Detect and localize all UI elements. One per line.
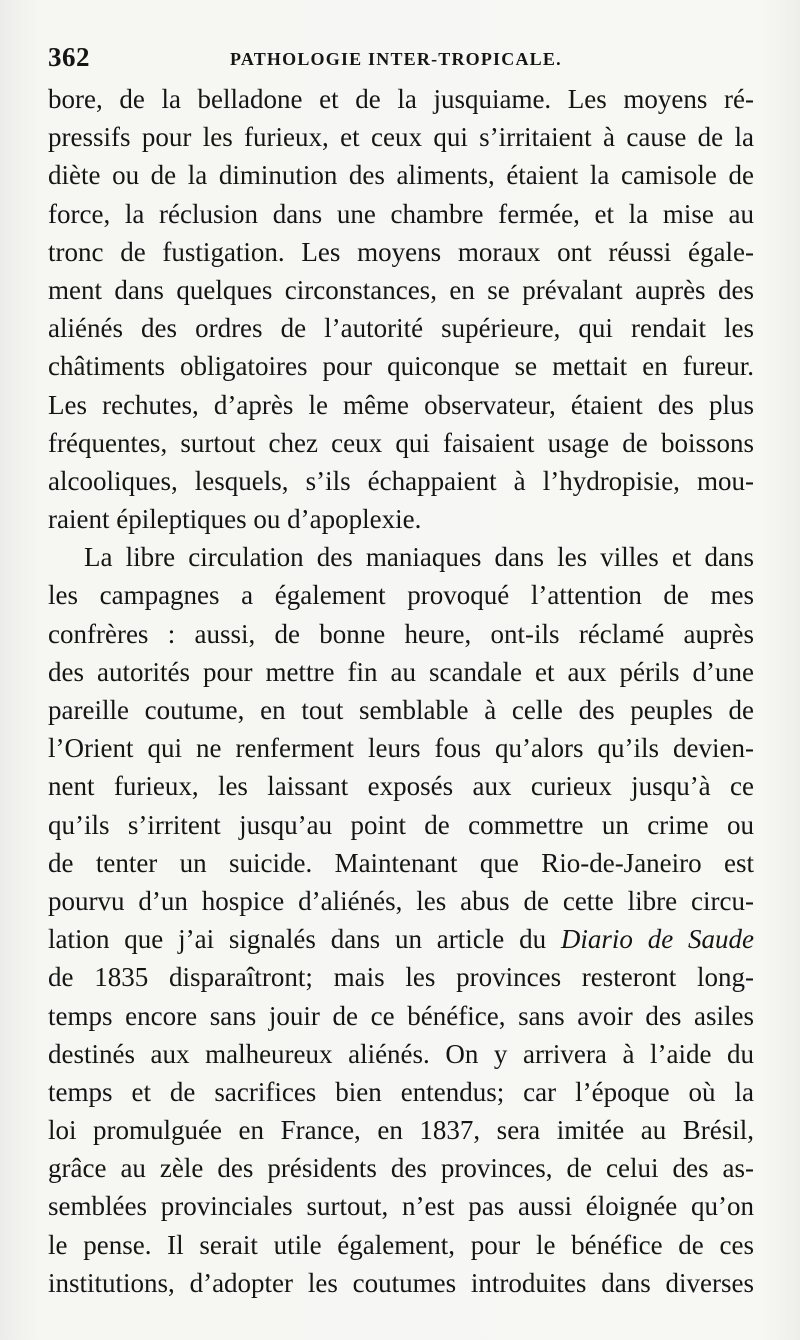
text-line: le pense. Il serait utile également, pour le bénéfice de ces [48,1229,754,1260]
text-line: force, la réclusion dans une chambre fermée, et la mise au [48,198,754,229]
text-line: les campagnes a également provoqué l’attention de mes [48,580,754,611]
running-title: PATHOLOGIE INTER-TROPICALE. [230,49,562,69]
text-line: semblées provinciales surtout, n’est pas aussi éloignée qu’on [48,1191,754,1222]
text-line: institutions, d’adopter les coutumes introduites dans diverses [48,1267,754,1298]
text-line: qu’ils s’irritent jusqu’au point de commettre un crime ou [48,809,754,840]
text-line: ment dans quelques circonstances, en se prévalant auprès des [48,274,754,305]
text-line: diète ou de la diminution des aliments, étaient la camisole de [48,160,754,191]
text-line: loi promulguée en France, en 1837, sera imitée au Brésil, [48,1115,754,1146]
text-line: temps encore sans jouir de ce bénéfice, sans avoir des asiles [48,1000,754,1031]
text-line: tronc de fustigation. Les moyens moraux ont réussi égale- [48,236,754,267]
text-line: alcooliques, lesquels, s’ils échappaient à l’hydropisie, mou- [48,465,754,496]
paragraph-start-line: La libre circulation des maniaques dans les villes et dans [84,542,754,573]
page-number: 362 [48,42,90,72]
text-line: destinés aux malheureux aliénés. On y arrivera à l’aide du [48,1038,754,1069]
text-line: pourvu d’un hospice d’aliénés, les abus de cette libre circu- [48,885,754,916]
text-line: pressifs pour les furieux, et ceux qui s’irritaient à cause de la [48,122,754,153]
paragraph-end-line: raient épileptiques ou d’apoplexie. [48,504,422,535]
italic-title: Diario de Saude [560,924,754,955]
text-line: des autorités pour mettre fin au scandale et aux périls d’une [48,656,754,687]
text-line: de 1835 disparaîtront; mais les provinces resteront long- [48,962,754,993]
text-line: confrères : aussi, de bonne heure, ont-ils réclamé auprès [48,618,754,649]
text-line-with-italic [48,920,754,958]
text-line: bore, de la belladone et de la jusquiame. Les moyens ré- [48,84,754,114]
text-line: l’Orient qui ne renferment leurs fous qu’alors qu’ils devien- [48,733,754,764]
page-header [48,42,758,78]
text-line: Les rechutes, d’après le même observateur, étaient des plus [48,389,754,420]
text-line: pareille coutume, en tout semblable à celle des peuples de [48,695,754,725]
text-line: grâce au zèle des présidents des provinces, de celui des as- [48,1153,754,1184]
text-line: temps et de sacrifices bien entendus; car l’époque où la [48,1076,754,1107]
text-line: fréquentes, surtout chez ceux qui faisaient usage de boissons [48,427,754,458]
text-line: nent furieux, les laissant exposés aux curieux jusqu’à ce [48,771,754,802]
text-line: aliénés des ordres de l’autorité supérieure, qui rendait les [48,313,754,344]
text-line: châtiments obligatoires pour quiconque se mettait en fureur. [48,351,754,382]
text-segment: lation que j’ai signalés dans un article du [48,924,561,955]
main-text [48,80,754,1302]
text-line: de tenter un suicide. Maintenant que Rio-de-Janeiro est [48,847,754,878]
